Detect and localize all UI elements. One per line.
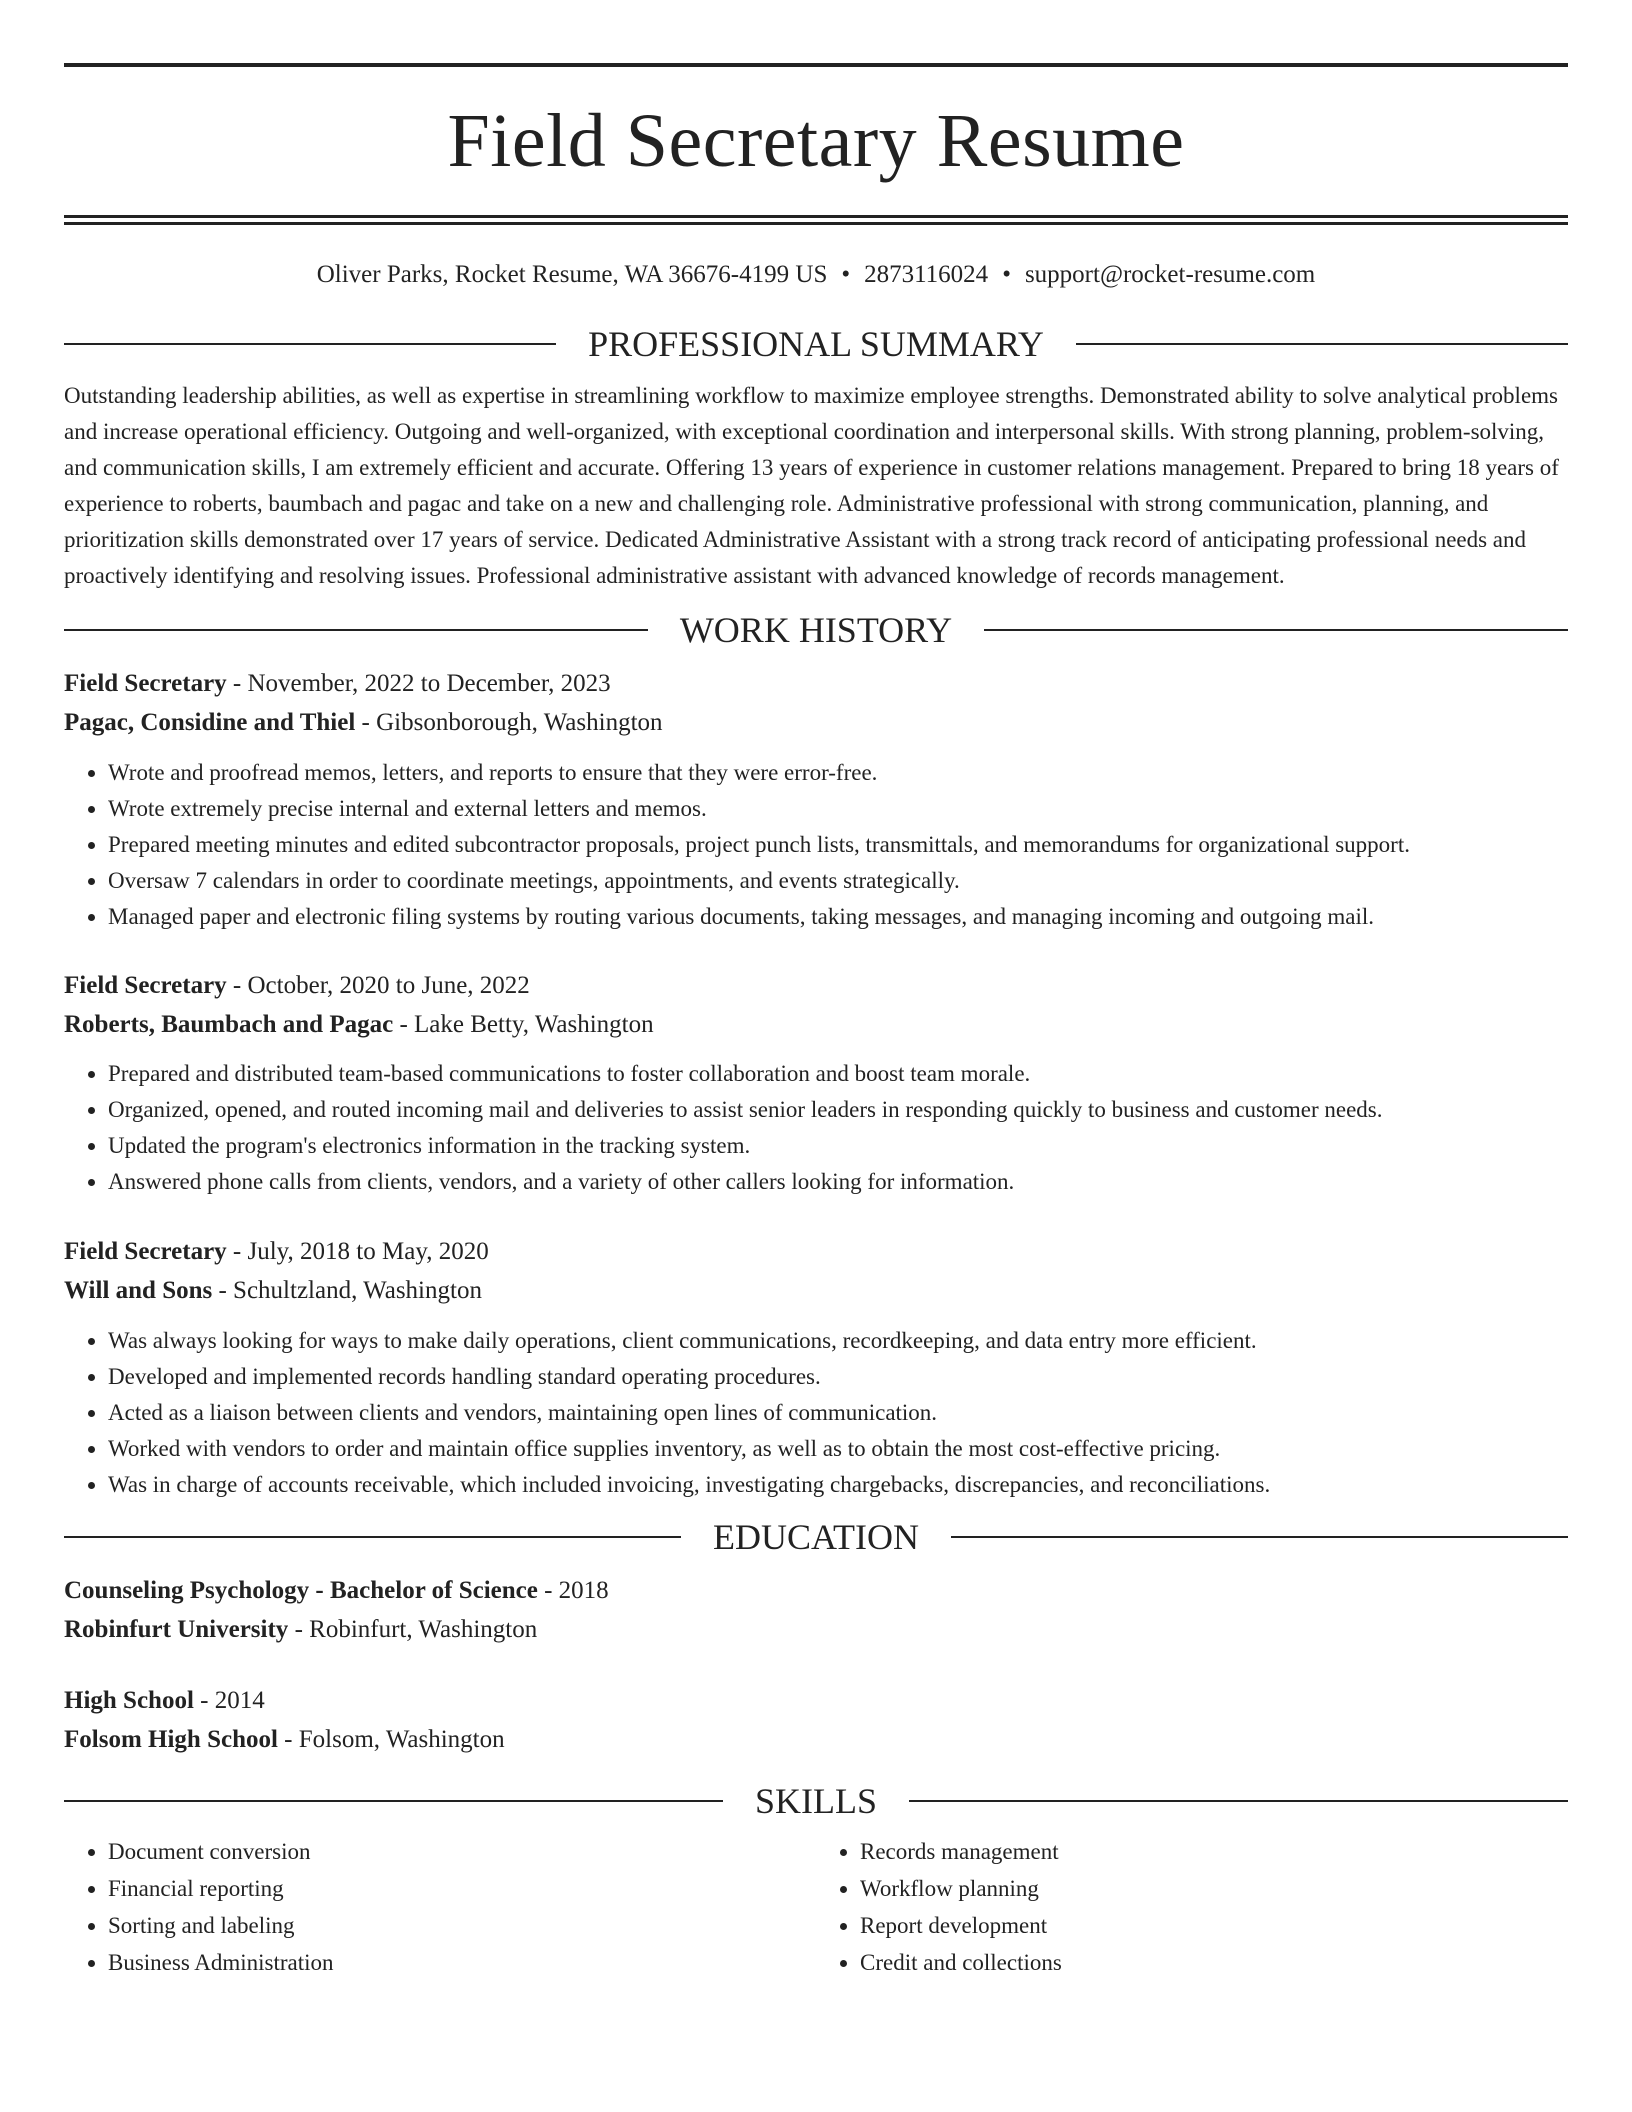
list-item: • Was always looking for ways to make daily operations, client communications, recordkeeping, and data entry more efficient. [108, 1323, 1568, 1359]
skill-item: • Document conversion [108, 1833, 816, 1870]
title-double-rule [64, 215, 1568, 225]
list-item: • Wrote and proofread memos, letters, and reports to ensure that they were error-free. [108, 755, 1568, 791]
school-line [64, 1610, 1568, 1649]
job-bullets [64, 1323, 1568, 1503]
education-entry [64, 1571, 1568, 1649]
section-rule [64, 343, 556, 345]
job-title: Field Secretary [64, 670, 227, 697]
top-rule [64, 63, 1568, 67]
skills-grid [64, 1833, 1568, 1981]
list-item: • Worked with vendors to order and maintain office supplies inventory, as well as to obtain the most cost-effective pricing. [108, 1431, 1568, 1467]
section-header-skills [64, 1781, 1568, 1821]
section-rule [64, 629, 648, 631]
contact-phone: 2873116024 [864, 261, 989, 288]
section-title-education: EDUCATION [713, 1517, 919, 1557]
school-location: - Robinfurt, Washington [288, 1616, 538, 1643]
skills-column-left [64, 1833, 816, 1981]
degree: High School [64, 1687, 194, 1714]
section-title-work: WORK HISTORY [679, 610, 953, 650]
job-company-line [64, 1005, 1568, 1044]
skill-item: • Business Administration [108, 1944, 816, 1981]
school: Robinfurt University [64, 1616, 289, 1643]
section-title-skills: SKILLS [755, 1781, 878, 1821]
school-location: - Folsom, Washington [277, 1726, 505, 1753]
job-title: Field Secretary [64, 1238, 227, 1265]
degree-line [64, 1571, 1568, 1610]
job-bullets [64, 755, 1568, 935]
resume-title: Field Secretary Resume [447, 99, 1185, 183]
contact-email: support@rocket-resume.com [1024, 261, 1316, 288]
section-header-education [64, 1517, 1568, 1557]
section-rule [64, 1800, 723, 1802]
job-bullets [64, 1056, 1568, 1200]
school-line [64, 1720, 1568, 1759]
skill-item: • Sorting and labeling [108, 1907, 816, 1944]
contact-line [64, 260, 1568, 290]
section-rule [1076, 343, 1568, 345]
list-item: • Organized, opened, and routed incoming mail and deliveries to assist senior leaders in responding quickly to business and customer needs. [108, 1092, 1568, 1128]
job-location: - Schultzland, Washington [212, 1277, 482, 1304]
contact-separator: • [1002, 261, 1011, 288]
list-item: • Prepared and distributed team-based communications to foster collaboration and boost team morale. [108, 1056, 1568, 1092]
job-title-line [64, 966, 1568, 1005]
school: Folsom High School [64, 1726, 278, 1753]
list-item: • Was in charge of accounts receivable, which included invoicing, investigating chargebacks, discrepancies, and reconciliations. [108, 1467, 1568, 1503]
education-entry [64, 1681, 1568, 1759]
job-dates: - November, 2022 to December, 2023 [226, 670, 611, 697]
skill-item: • Report development [860, 1907, 1568, 1944]
job-company: Pagac, Considine and Thiel [64, 709, 356, 736]
skill-item: • Financial reporting [108, 1870, 816, 1907]
degree-line [64, 1681, 1568, 1720]
job-entry [64, 664, 1568, 935]
list-item: • Wrote extremely precise internal and external letters and memos. [108, 791, 1568, 827]
list-item: • Answered phone calls from clients, vendors, and a variety of other callers looking for information. [108, 1164, 1568, 1200]
job-dates: - July, 2018 to May, 2020 [226, 1238, 489, 1265]
skill-item: • Workflow planning [860, 1870, 1568, 1907]
degree-year: - 2014 [193, 1687, 265, 1714]
job-title-line [64, 1232, 1568, 1271]
section-header-work [64, 610, 1568, 650]
job-company: Roberts, Baumbach and Pagac [64, 1011, 394, 1038]
job-location: - Lake Betty, Washington [393, 1011, 654, 1038]
job-entry [64, 1232, 1568, 1503]
job-company-line [64, 1271, 1568, 1310]
section-rule [984, 629, 1568, 631]
job-title: Field Secretary [64, 972, 227, 999]
list-item: • Prepared meeting minutes and edited subcontractor proposals, project punch lists, transmittals, and memorandums for organizational support. [108, 827, 1568, 863]
degree: Counseling Psychology - Bachelor of Science [64, 1577, 538, 1604]
resume-page [64, 0, 1568, 1981]
list-item: • Oversaw 7 calendars in order to coordinate meetings, appointments, and events strategically. [108, 863, 1568, 899]
contact-separator: • [841, 261, 851, 288]
section-rule [64, 1536, 681, 1538]
list-item: • Acted as a liaison between clients and vendors, maintaining open lines of communication. [108, 1395, 1568, 1431]
skill-item: • Credit and collections [860, 1944, 1568, 1981]
job-company-line [64, 703, 1568, 742]
skill-item: • Records management [860, 1833, 1568, 1870]
job-entry [64, 966, 1568, 1200]
contact-address: Oliver Parks, Rocket Resume, WA 36676-4199 US [316, 261, 828, 288]
list-item: • Developed and implemented records handling standard operating procedures. [108, 1359, 1568, 1395]
summary-paragraph: Outstanding leadership abilities, as well as expertise in streamlining workflow to maximize employee strengths. Demonstrated ability to solve analytical problems and increase operational efficiency. Outgoing and well-organized, with exceptional coordination and interpersonal skills. With strong planning, problem-solving, and communication skills, I am extremely efficient and accurate. Offering 13 years of experience in customer relations management. Prepared to bring 18 years of experience to roberts, baumbach and pagac and take on a new and challenging role. Administrative professional with strong communication, planning, and prioritization skills demonstrated over 17 years of service. Dedicated Administrative Assistant with a strong track record of anticipating professional needs and proactively identifying and resolving issues. Professional administrative assistant with advanced knowledge of records management. [64, 383, 1559, 588]
section-rule [909, 1800, 1568, 1802]
section-header-summary [64, 324, 1568, 364]
job-dates: - October, 2020 to June, 2022 [226, 972, 530, 999]
degree-year: - 2018 [537, 1577, 609, 1604]
job-title-line [64, 664, 1568, 703]
section-rule [951, 1536, 1568, 1538]
section-title-summary: PROFESSIONAL SUMMARY [588, 324, 1044, 364]
list-item: • Updated the program's electronics information in the tracking system. [108, 1128, 1568, 1164]
skills-column-right [816, 1833, 1568, 1981]
job-company: Will and Sons [64, 1277, 213, 1304]
job-location: - Gibsonborough, Washington [355, 709, 663, 736]
list-item: • Managed paper and electronic filing systems by routing various documents, taking messages, and managing incoming and outgoing mail. [108, 899, 1568, 935]
